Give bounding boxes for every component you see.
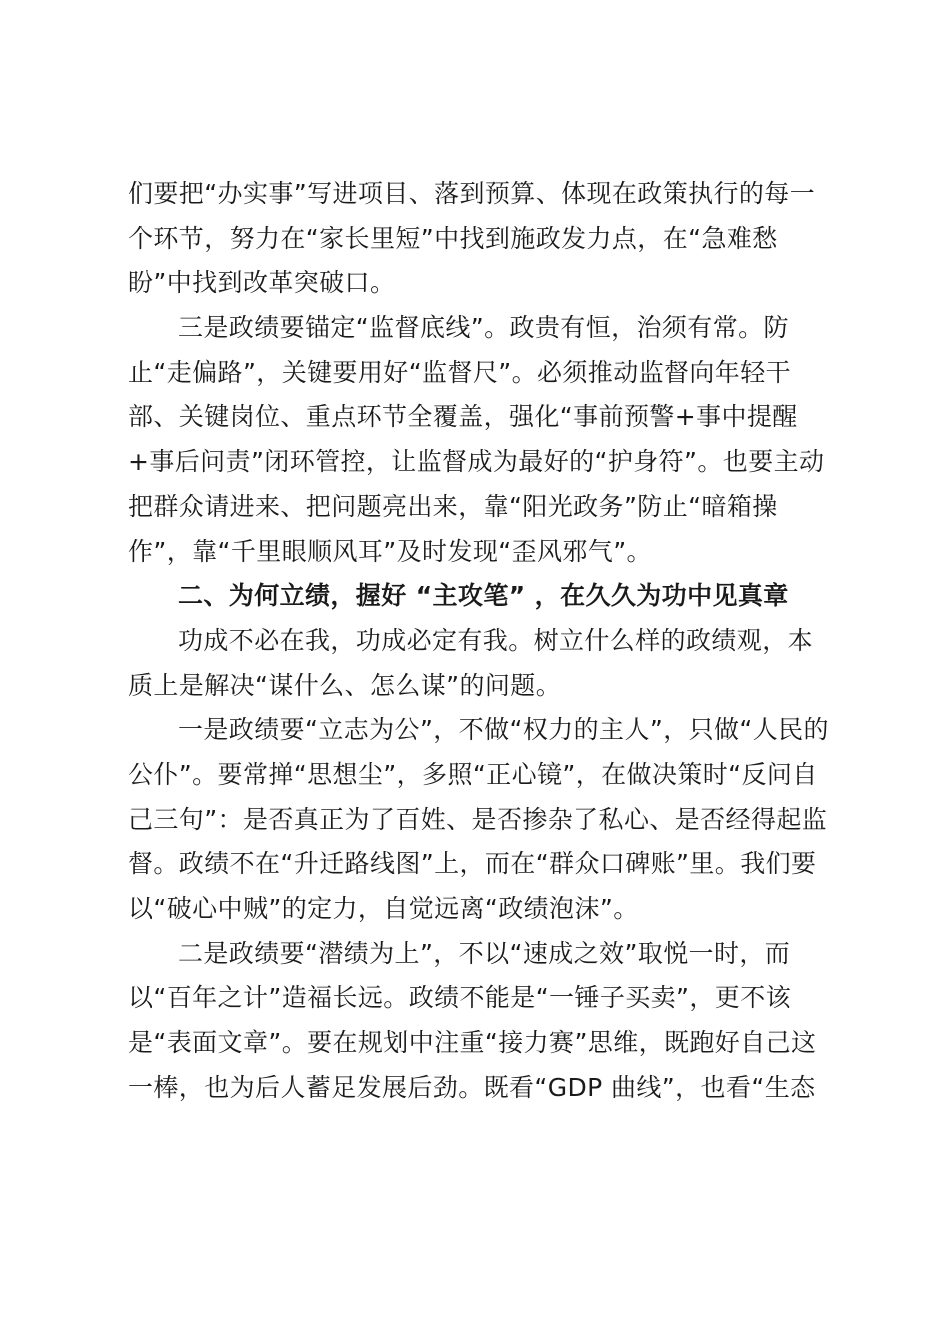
text-line: 一是政绩要“立志为公”，不做“权力的主人”，只做“人民的 bbox=[178, 715, 829, 745]
text-line: 止“走偏路”，关键要用好“监督尺”。必须推动监督向年轻干 bbox=[128, 357, 792, 387]
text-line: +事后问责”闭环管控，让监督成为最好的“护身符”。也要主动 bbox=[128, 447, 825, 477]
text-line: 公仆”。要常掸“思想尘”，多照“正心镜”，在做决策时“反问自 bbox=[128, 759, 818, 789]
text-line: 以“破心中贼”的定力，自觉远离“政绩泡沫”。 bbox=[128, 894, 639, 923]
text-line: 作”，靠“千里眼顺风耳”及时发现“歪风邪气”。 bbox=[128, 536, 652, 566]
text-line: 们要把“办实事”写进项目、落到预算、体现在政策执行的每一 bbox=[128, 179, 816, 208]
text-line: 个环节，努力在“家长里短”中找到施政发力点，在“急难愁 bbox=[128, 223, 778, 253]
text-line: 盼”中找到改革突破口。 bbox=[128, 268, 396, 298]
text-line: 以“百年之计”造福长远。政绩不能是“一锤子买卖”，更不该 bbox=[128, 983, 792, 1013]
text-line: 把群众请进来、把问题亮出来，靠“阳光政务”防止“暗箱操 bbox=[128, 491, 778, 521]
text-line: 督。政绩不在“升迁路线图”上，而在“群众口碑账”里。我们要 bbox=[128, 849, 817, 879]
text-line: 二是政绩要“潜绩为上”，不以“速成之效”取悦一时，而 bbox=[178, 938, 791, 968]
text-line: 是“表面文章”。要在规划中注重“接力赛”思维，既跑好自己这 bbox=[128, 1028, 817, 1058]
section-heading: 二、为何立绩，握好 “主攻笔” ，在久久为功中见真章 bbox=[178, 581, 789, 611]
text-line: 功成不必在我，功成必定有我。树立什么样的政绩观，本 bbox=[178, 625, 814, 655]
body-text bbox=[128, 172, 838, 1110]
text-line: 一棒，也为后人蓄足发展后劲。既看“GDP 曲线”，也看“生态 bbox=[128, 1072, 816, 1102]
text-line: 部、关键岗位、重点环节全覆盖，强化“事前预警+事中提醒 bbox=[128, 402, 798, 432]
text-line: 三是政绩要锚定“监督底线”。政贵有恒，治须有常。防 bbox=[178, 313, 789, 343]
text-line: 己三句”：是否真正为了百姓、是否掺杂了私心、是否经得起监 bbox=[128, 804, 828, 834]
text-line: 质上是解决“谋什么、怎么谋”的问题。 bbox=[128, 670, 562, 700]
